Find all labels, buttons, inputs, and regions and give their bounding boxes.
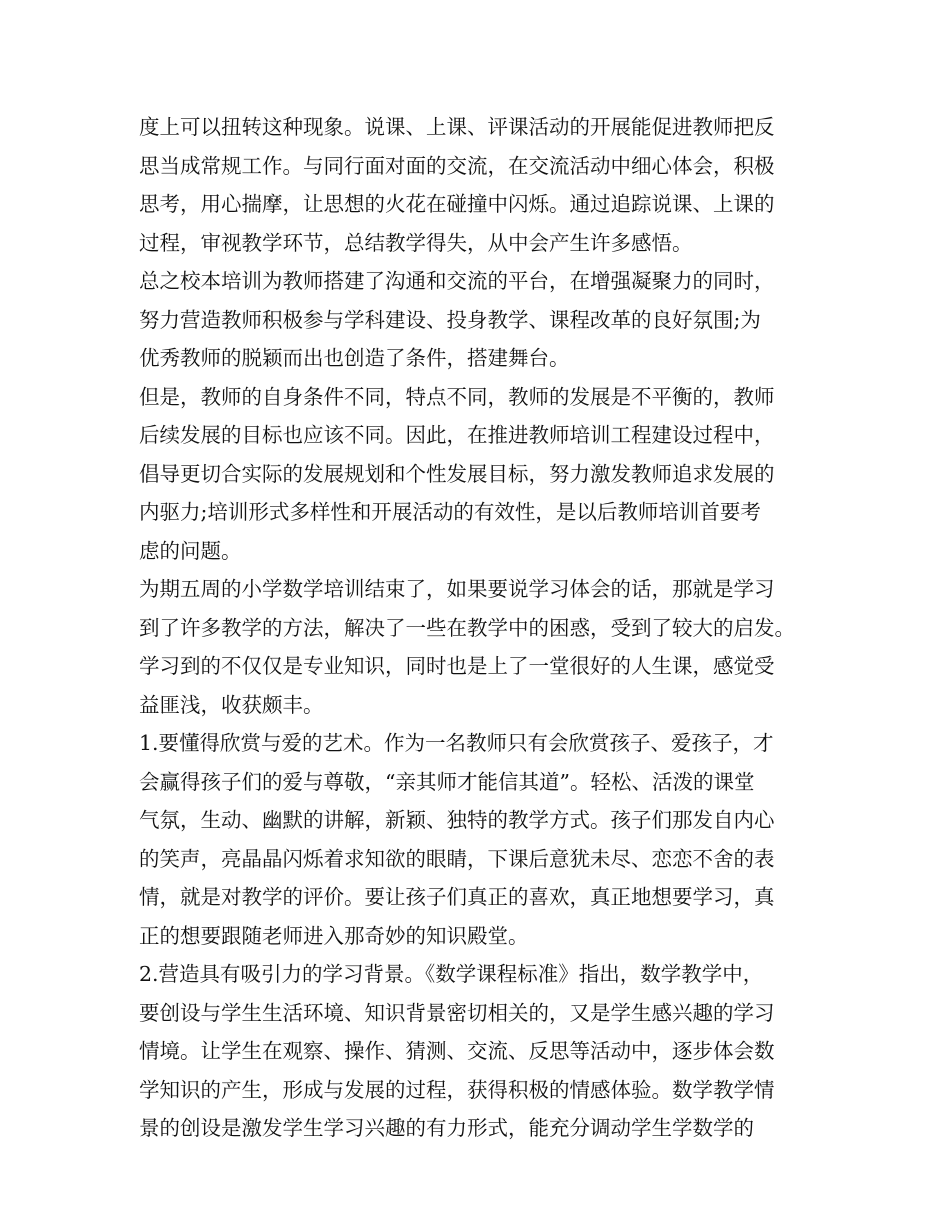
text-line: 会赢得孩子们的爱与尊敬，“亲其师才能信其道”。轻松、活泼的课堂 (139, 769, 755, 794)
text-line: 的笑声，亮晶晶闪烁着求知欲的眼睛，下课后意犹未尽、恋恋不舍的表 (139, 846, 775, 871)
text-line: 总之校本培训为教师搭建了沟通和交流的平台，在增强凝聚力的同时， (139, 269, 775, 293)
body-text (139, 108, 819, 1148)
text-line: 1.要懂得欣赏与爱的艺术。作为一名教师只有会欣赏孩子、爱孩子，才 (139, 731, 774, 755)
text-line: 思考，用心揣摩，让思想的火花在碰撞中闪烁。通过追踪说课、上课的 (139, 192, 775, 216)
text-line: 要创设与学生生活环境、知识背景密切相关的，又是学生感兴趣的学习 (139, 1000, 775, 1025)
text-line: 度上可以扭转这种现象。说课、上课、评课活动的开展能促进教师把反 (139, 115, 775, 139)
text-line: 景的创设是激发学生学习兴趣的有力形式，能充分调动学生学数学的 (139, 1116, 754, 1140)
text-line: 学知识的产生，形成与发展的过程，获得积极的情感体验。数学教学情 (139, 1077, 775, 1102)
text-line: 内驱力;培训形式多样性和开展活动的有效性，是以后教师培训首要考 (139, 500, 761, 524)
text-line: 为期五周的小学数学培训结束了，如果要说学习体会的话，那就是学习 (139, 577, 775, 601)
text-line: 但是，教师的自身条件不同，特点不同，教师的发展是不平衡的，教师 (139, 384, 775, 409)
text-line: 益匪浅，收获颇丰。 (139, 692, 324, 717)
text-line: 2.营造具有吸引力的学习背景。《数学课程标准》指出，数学教学中， (139, 962, 764, 986)
text-line: 正的想要跟随老师进入那奇妙的知识殿堂。 (139, 923, 529, 948)
text-line: 到了许多教学的方法，解决了一些在教学中的困惑，受到了较大的启发。 (139, 615, 795, 640)
text-line: 气氛，生动、幽默的讲解，新颖、独特的教学方式。孩子们那发自内心 (139, 808, 775, 832)
text-line: 优秀教师的脱颖而出也创造了条件，搭建舞台。 (139, 346, 570, 370)
text-line: 倡导更切合实际的发展规划和个性发展目标，努力激发教师追求发展的 (139, 461, 775, 486)
text-line: 思当成常规工作。与同行面对面的交流，在交流活动中细心体会，积极 (139, 153, 775, 178)
text-line: 后续发展的目标也应该不同。因此，在推进教师培训工程建设过程中， (139, 423, 775, 447)
text-line: 虑的问题。 (139, 538, 242, 563)
text-line: 学习到的不仅仅是专业知识，同时也是上了一堂很好的人生课，感觉受 (139, 654, 775, 678)
text-line: 情境。让学生在观察、操作、猜测、交流、反思等活动中，逐步体会数 (139, 1039, 775, 1063)
text-line: 过程，审视教学环节，总结教学得失，从中会产生许多感悟。 (139, 230, 693, 255)
text-line: 努力营造教师积极参与学科建设、投身教学、课程改革的良好氛围;为 (139, 307, 761, 332)
text-line: 情，就是对教学的评价。要让孩子们真正的喜欢，真正地想要学习，真 (139, 885, 775, 909)
